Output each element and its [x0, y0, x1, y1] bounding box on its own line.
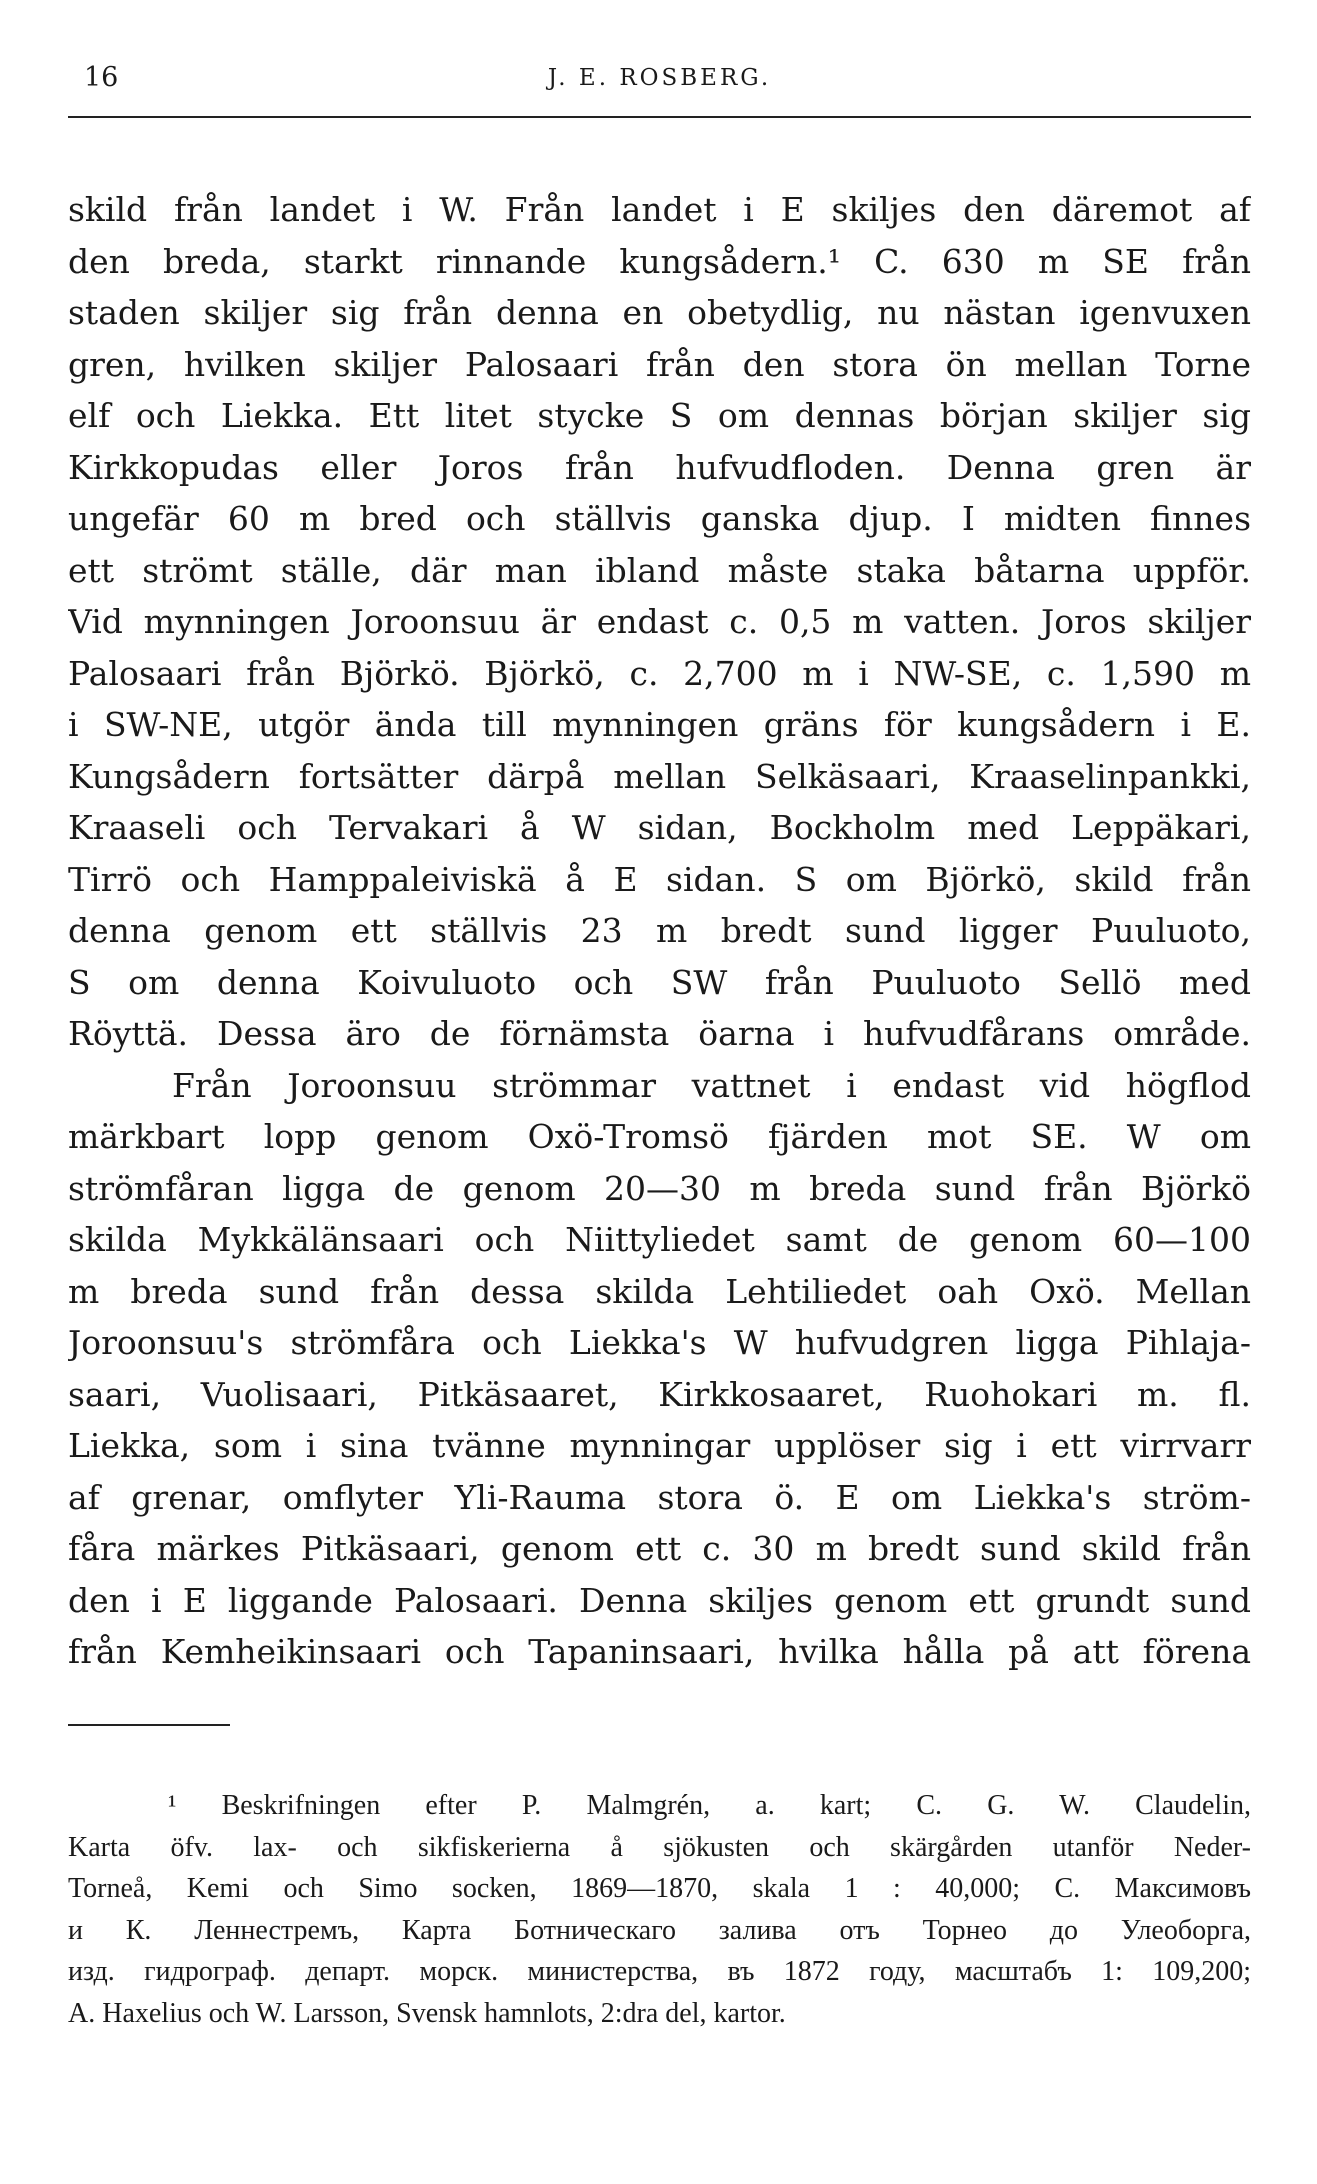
- footnotes: [68, 1785, 1251, 2034]
- text-line: Kirkkopudas eller Joros från hufvudfloden. Denna gren är: [68, 447, 1251, 487]
- text-line: den breda, starkt rinnande kungsådern.¹ C. 630 m SE från: [68, 241, 1251, 281]
- body-text: [68, 184, 1251, 1678]
- text-line: m breda sund från dessa skilda Lehtiliedet oah Oxö. Mellan: [68, 1271, 1251, 1311]
- footnote-line: и К. Леннестремъ, Карта Ботническаго залива отъ Торнео до Улеоборга,: [68, 1914, 1251, 1946]
- text-line: Kungsådern fortsätter därpå mellan Selkäsaari, Kraaselinpankki,: [68, 756, 1251, 796]
- text-line: Röyttä. Dessa äro de förnämsta öarna i hufvudfårans område.: [68, 1014, 1251, 1053]
- text-line: Kraaseli och Tervakari å W sidan, Bockholm med Leppäkari,: [68, 808, 1251, 847]
- text-line: Palosaari från Björkö. Björkö, c. 2,700 m i NW-SE, c. 1,590 m: [68, 653, 1251, 693]
- text-line: Liekka, som i sina tvänne mynningar upplöser sig i ett virrvarr: [68, 1426, 1251, 1465]
- text-line: gren, hvilken skiljer Palosaari från den stora ön mellan Torne: [68, 344, 1251, 384]
- text-line: staden skiljer sig från denna en obetydlig, nu nästan igenvuxen: [68, 293, 1251, 332]
- page-number: 16: [84, 62, 119, 93]
- text-line: skild från landet i W. Från landet i E skiljes den däremot af: [68, 190, 1251, 229]
- running-head-author: J. E. ROSBERG.: [547, 65, 772, 91]
- text-line: ett strömt ställe, där man ibland måste staka båtarna uppför.: [68, 550, 1251, 590]
- footnote-line: ¹ Beskrifningen efter P. Malmgrén, a. kart; C. G. W. Claudelin,: [168, 1790, 1251, 1821]
- text-line: Tirrö och Hamppaleiviskä å E sidan. S om Björkö, skild från: [68, 859, 1251, 899]
- text-line: i SW-NE, utgör ända till mynningen gräns för kungsådern i E.: [68, 705, 1251, 744]
- text-line: märkbart lopp genom Oxö-Tromsö fjärden mot SE. W om: [68, 1117, 1251, 1156]
- running-head: [68, 58, 1251, 98]
- footnote-rule: [68, 1724, 230, 1726]
- text-line: fåra märkes Pitkäsaari, genom ett c. 30 m bredt sund skild från: [68, 1529, 1251, 1568]
- text-line: af grenar, omflyter Yli-Rauma stora ö. E om Liekka's ström-: [68, 1477, 1251, 1517]
- text-line: från Kemheikinsaari och Tapaninsaari, hvilka hålla på att förena: [68, 1632, 1251, 1671]
- text-line: saari, Vuolisaari, Pitkäsaaret, Kirkkosaaret, Ruohokari m. fl.: [68, 1374, 1251, 1414]
- text-line: Vid mynningen Joroonsuu är endast c. 0,5 m vatten. Joros skiljer: [68, 602, 1251, 641]
- text-line: Från Joroonsuu strömmar vattnet i endast vid högflod: [172, 1065, 1251, 1105]
- footnote-line: Karta öfv. lax- och sikfiskerierna å sjökusten och skärgården utanför Neder-: [68, 1831, 1251, 1863]
- footnote-line: изд. гидрограф. департ. морск. министерства, въ 1872 году, масштабъ 1: 109,200;: [68, 1956, 1251, 1987]
- text-line: denna genom ett ställvis 23 m bredt sund ligger Puuluoto,: [68, 911, 1251, 950]
- text-line: ungefär 60 m bred och ställvis ganska djup. I midten finnes: [68, 499, 1251, 538]
- footnote-line: Torneå, Kemi och Simo socken, 1869—1870, skala 1 : 40,000; С. Максимовъ: [68, 1873, 1251, 1904]
- text-line: elf och Liekka. Ett litet stycke S om dennas början skiljer sig: [68, 396, 1251, 435]
- text-line: skilda Mykkälänsaari och Niittyliedet samt de genom 60—100: [68, 1220, 1251, 1259]
- footnote-line: A. Haxelius och W. Larsson, Svensk hamnlots, 2:dra del, kartor.: [68, 1997, 786, 2029]
- text-line: strömfåran ligga de genom 20—30 m breda sund från Björkö: [68, 1168, 1251, 1208]
- header-rule: [68, 116, 1251, 118]
- text-line: Joroonsuu's strömfåra och Liekka's W hufvudgren ligga Pihlaja-: [68, 1323, 1251, 1362]
- text-line: S om denna Koivuluoto och SW från Puuluoto Sellö med: [68, 962, 1251, 1002]
- text-line: den i E liggande Palosaari. Denna skiljes genom ett grundt sund: [68, 1580, 1251, 1620]
